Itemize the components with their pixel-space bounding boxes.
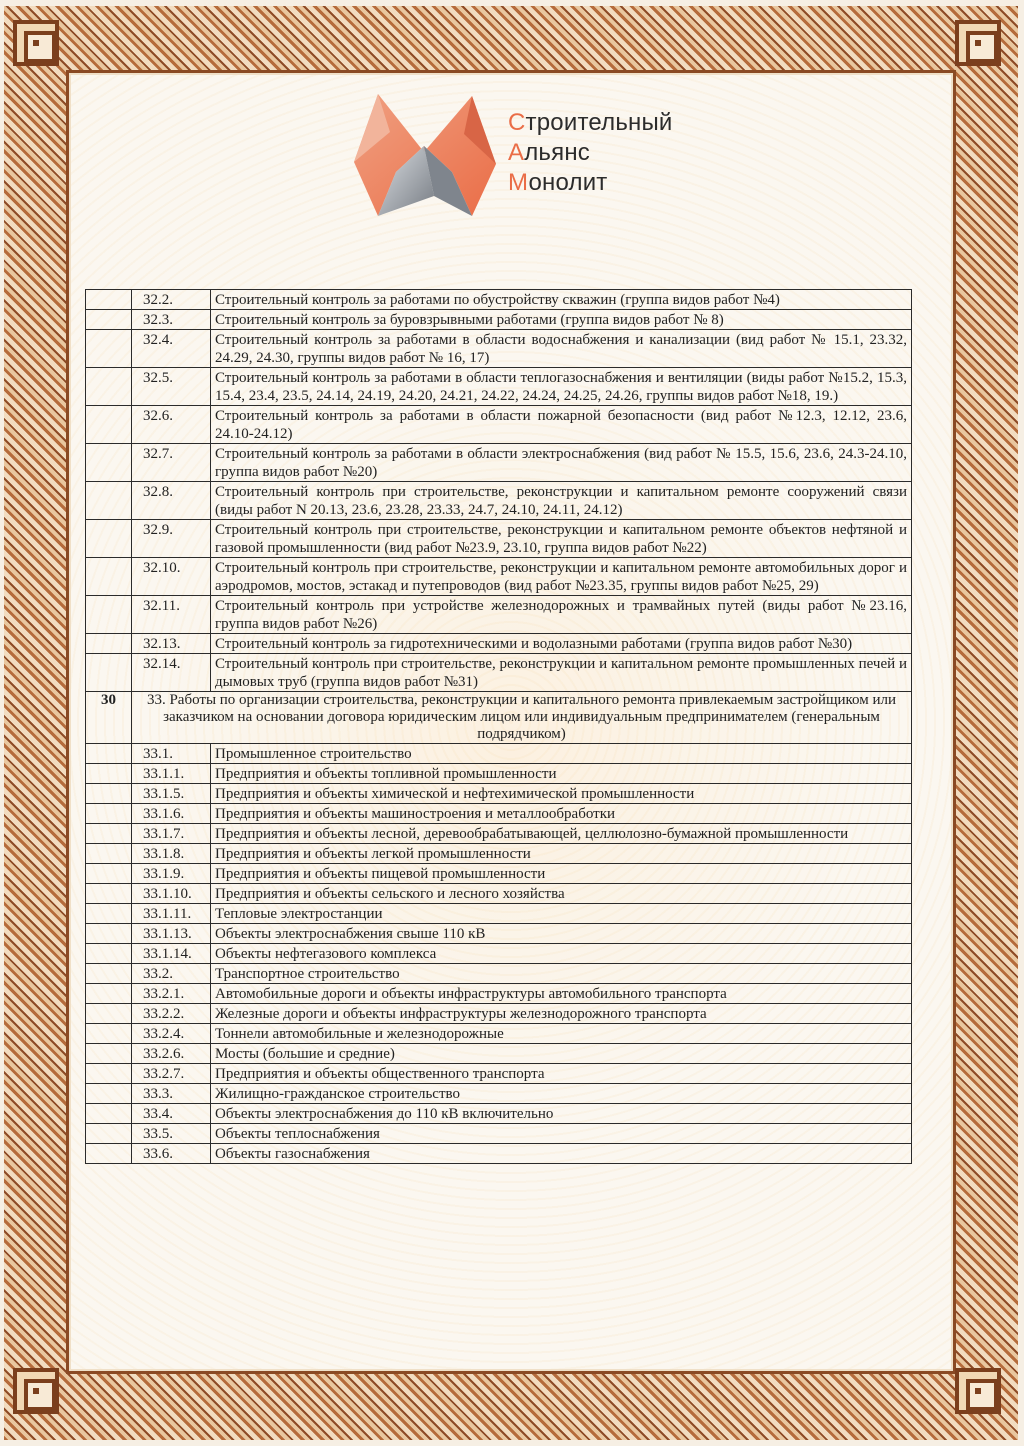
row-number-cell: [86, 804, 132, 824]
row-code: 33.1.11.: [132, 904, 211, 924]
table-row: [86, 864, 912, 884]
row-number-cell: [86, 944, 132, 964]
table-row: [86, 824, 912, 844]
row-code: 32.8.: [132, 482, 211, 520]
table-row: [86, 310, 912, 330]
row-number-cell: [86, 1124, 132, 1144]
permits-table-container: [85, 289, 912, 1164]
row-code: 33.1.9.: [132, 864, 211, 884]
row-description: Строительный контроль при строительстве, реконструкции и капитальном ремонте промышленных печей и дымовых труб (группа видов работ №31): [211, 654, 912, 692]
row-description: Промышленное строительство: [211, 744, 912, 764]
row-description: Предприятия и объекты пищевой промышленности: [211, 864, 912, 884]
row-code: 32.3.: [132, 310, 211, 330]
row-description: Предприятия и объекты общественного транспорта: [211, 1064, 912, 1084]
row-description: Строительный контроль при строительстве, реконструкции и капитальном ремонте объектов нефтяной и газовой промышленности (вид работ №23.9, 23.10, группа видов работ №22): [211, 520, 912, 558]
row-number-cell: [86, 784, 132, 804]
row-number-cell: [86, 444, 132, 482]
table-row: [86, 904, 912, 924]
table-row: [86, 944, 912, 964]
row-number-cell: [86, 1044, 132, 1064]
row-description: Тоннели автомобильные и железнодорожные: [211, 1024, 912, 1044]
row-description: Строительный контроль за работами по обустройству скважин (группа видов работ №4): [211, 290, 912, 310]
row-description: Жилищно-гражданское строительство: [211, 1084, 912, 1104]
row-number-cell: [86, 904, 132, 924]
row-number-cell: [86, 654, 132, 692]
section-number: 30: [86, 692, 132, 744]
row-number-cell: [86, 744, 132, 764]
row-code: 33.2.: [132, 964, 211, 984]
table-row: [86, 1084, 912, 1104]
row-number-cell: [86, 1144, 132, 1164]
table-row: [86, 1144, 912, 1164]
row-code: 33.1.10.: [132, 884, 211, 904]
row-description: Предприятия и объекты сельского и лесного хозяйства: [211, 884, 912, 904]
row-description: Объекты теплоснабжения: [211, 1124, 912, 1144]
row-code: 32.13.: [132, 634, 211, 654]
table-row: [86, 330, 912, 368]
row-description: Строительный контроль за работами в области теплогазоснабжения и вентиляции (виды работ №15.2, 15.3, 15.4, 23.4, 23.5, 24.14, 24.19, 24.20, 24.21, 24.22, 24.24, 24.25, 24.26, группы видов работ №18, 19.): [211, 368, 912, 406]
row-code: 32.2.: [132, 290, 211, 310]
table-row: [86, 804, 912, 824]
row-description: Железные дороги и объекты инфраструктуры железнодорожного транспорта: [211, 1004, 912, 1024]
table-row: [86, 984, 912, 1004]
row-code: 33.1.5.: [132, 784, 211, 804]
table-row: [86, 520, 912, 558]
row-code: 32.11.: [132, 596, 211, 634]
table-row: [86, 1024, 912, 1044]
table-row: [86, 596, 912, 634]
row-code: 32.5.: [132, 368, 211, 406]
section-33-header: [86, 692, 912, 744]
row-number-cell: [86, 1084, 132, 1104]
row-number-cell: [86, 984, 132, 1004]
row-number-cell: [86, 864, 132, 884]
table-row: [86, 1104, 912, 1124]
row-code: 32.7.: [132, 444, 211, 482]
row-number-cell: [86, 290, 132, 310]
table-row: [86, 368, 912, 406]
logo-line-3: Монолит: [508, 169, 608, 196]
table-row: [86, 1064, 912, 1084]
table-row: [86, 1044, 912, 1064]
row-code: 33.2.7.: [132, 1064, 211, 1084]
row-number-cell: [86, 368, 132, 406]
row-description: Строительный контроль при строительстве, реконструкции и капитальном ремонте сооружений связи (виды работ N 20.13, 23.6, 23.28, 23.33, 24.7, 24.10, 24.11, 24.12): [211, 482, 912, 520]
table-row: [86, 634, 912, 654]
permits-table-body-bottom: [86, 744, 912, 1164]
permits-table-body-top: [86, 290, 912, 692]
row-number-cell: [86, 1024, 132, 1044]
table-row: [86, 764, 912, 784]
row-code: 33.1.8.: [132, 844, 211, 864]
row-description: Объекты нефтегазового комплекса: [211, 944, 912, 964]
row-code: 33.4.: [132, 1104, 211, 1124]
row-code: 33.6.: [132, 1144, 211, 1164]
row-description: Строительный контроль за работами в области пожарной безопасности (вид работ №12.3, 12.12, 23.6, 24.10-24.12): [211, 406, 912, 444]
row-description: Объекты электроснабжения до 110 кВ включительно: [211, 1104, 912, 1124]
row-number-cell: [86, 330, 132, 368]
corner-ornament-bottom-right: [955, 1368, 1001, 1414]
row-description: Тепловые электростанции: [211, 904, 912, 924]
table-row: [86, 964, 912, 984]
section-heading: 33. Работы по организации строительства, реконструкции и капитального ремонта привлекаемым застройщиком или заказчиком на основании договора юридическим лицом или индивидуальным предпринимателем (генеральным подрядчиком): [132, 692, 912, 744]
row-code: 33.2.2.: [132, 1004, 211, 1024]
row-description: Объекты электроснабжения свыше 110 кВ: [211, 924, 912, 944]
row-code: 33.1.1.: [132, 764, 211, 784]
table-row: [86, 844, 912, 864]
row-code: 32.10.: [132, 558, 211, 596]
table-row: [86, 1124, 912, 1144]
row-code: 33.1.6.: [132, 804, 211, 824]
row-description: Строительный контроль за работами в области водоснабжения и канализации (вид работ № 15.1, 23.32, 24.29, 24.30, группы видов работ № 16, 17): [211, 330, 912, 368]
logo-line-1: Строительный: [508, 109, 673, 136]
row-number-cell: [86, 482, 132, 520]
table-row: [86, 444, 912, 482]
row-number-cell: [86, 634, 132, 654]
row-number-cell: [86, 520, 132, 558]
row-description: Предприятия и объекты легкой промышленности: [211, 844, 912, 864]
row-code: 33.2.4.: [132, 1024, 211, 1044]
row-code: 33.2.1.: [132, 984, 211, 1004]
row-code: 33.3.: [132, 1084, 211, 1104]
row-description: Строительный контроль при строительстве, реконструкции и капитальном ремонте автомобильных дорог и аэродромов, мостов, эстакад и путепроводов (вид работ №23.35, группы видов работ №25, 29): [211, 558, 912, 596]
row-description: Транспортное строительство: [211, 964, 912, 984]
row-number-cell: [86, 884, 132, 904]
row-number-cell: [86, 824, 132, 844]
row-number-cell: [86, 1004, 132, 1024]
row-code: 33.1.14.: [132, 944, 211, 964]
logo-line-2: Альянс: [508, 139, 590, 166]
row-description: Объекты газоснабжения: [211, 1144, 912, 1164]
table-row: [86, 290, 912, 310]
row-code: 32.9.: [132, 520, 211, 558]
row-code: 33.5.: [132, 1124, 211, 1144]
row-code: 32.6.: [132, 406, 211, 444]
corner-ornament-top-right: [955, 20, 1001, 66]
row-description: Строительный контроль при устройстве железнодорожных и трамвайных путей (виды работ №23.16, группа видов работ №26): [211, 596, 912, 634]
row-description: Строительный контроль за буровзрывными работами (группа видов работ № 8): [211, 310, 912, 330]
table-row: [86, 784, 912, 804]
row-code: 32.14.: [132, 654, 211, 692]
row-description: Предприятия и объекты лесной, деревообрабатывающей, целлюлозно-бумажной промышленности: [211, 824, 912, 844]
row-description: Строительный контроль за гидротехническими и водолазными работами (группа видов работ №30): [211, 634, 912, 654]
row-number-cell: [86, 558, 132, 596]
table-row: [86, 884, 912, 904]
table-row: [86, 924, 912, 944]
logo-wordmark: [508, 108, 673, 198]
row-description: Предприятия и объекты химической и нефтехимической промышленности: [211, 784, 912, 804]
row-number-cell: [86, 596, 132, 634]
table-row: [86, 744, 912, 764]
row-description: Предприятия и объекты машиностроения и металлообработки: [211, 804, 912, 824]
table-row: [86, 654, 912, 692]
row-code: 33.1.: [132, 744, 211, 764]
row-description: Строительный контроль за работами в области электроснабжения (вид работ № 15.5, 15.6, 23.6, 24.3-24.10, группа видов работ №20): [211, 444, 912, 482]
table-row: [86, 406, 912, 444]
company-logo: [350, 92, 740, 222]
row-number-cell: [86, 1104, 132, 1124]
row-number-cell: [86, 310, 132, 330]
permits-table: [85, 289, 912, 1164]
row-number-cell: [86, 964, 132, 984]
row-number-cell: [86, 924, 132, 944]
row-code: 33.1.7.: [132, 824, 211, 844]
corner-ornament-bottom-left: [13, 1368, 59, 1414]
table-row: [86, 482, 912, 520]
row-code: 33.2.6.: [132, 1044, 211, 1064]
row-code: 32.4.: [132, 330, 211, 368]
row-number-cell: [86, 764, 132, 784]
corner-ornament-top-left: [13, 20, 59, 66]
row-number-cell: [86, 1064, 132, 1084]
row-description: Предприятия и объекты топливной промышленности: [211, 764, 912, 784]
row-description: Мосты (большие и средние): [211, 1044, 912, 1064]
logo-mark-icon: [350, 92, 500, 222]
row-number-cell: [86, 844, 132, 864]
table-row: [86, 558, 912, 596]
section-heading-row: [86, 692, 912, 744]
row-number-cell: [86, 406, 132, 444]
table-row: [86, 1004, 912, 1024]
row-description: Автомобильные дороги и объекты инфраструктуры автомобильного транспорта: [211, 984, 912, 1004]
row-code: 33.1.13.: [132, 924, 211, 944]
